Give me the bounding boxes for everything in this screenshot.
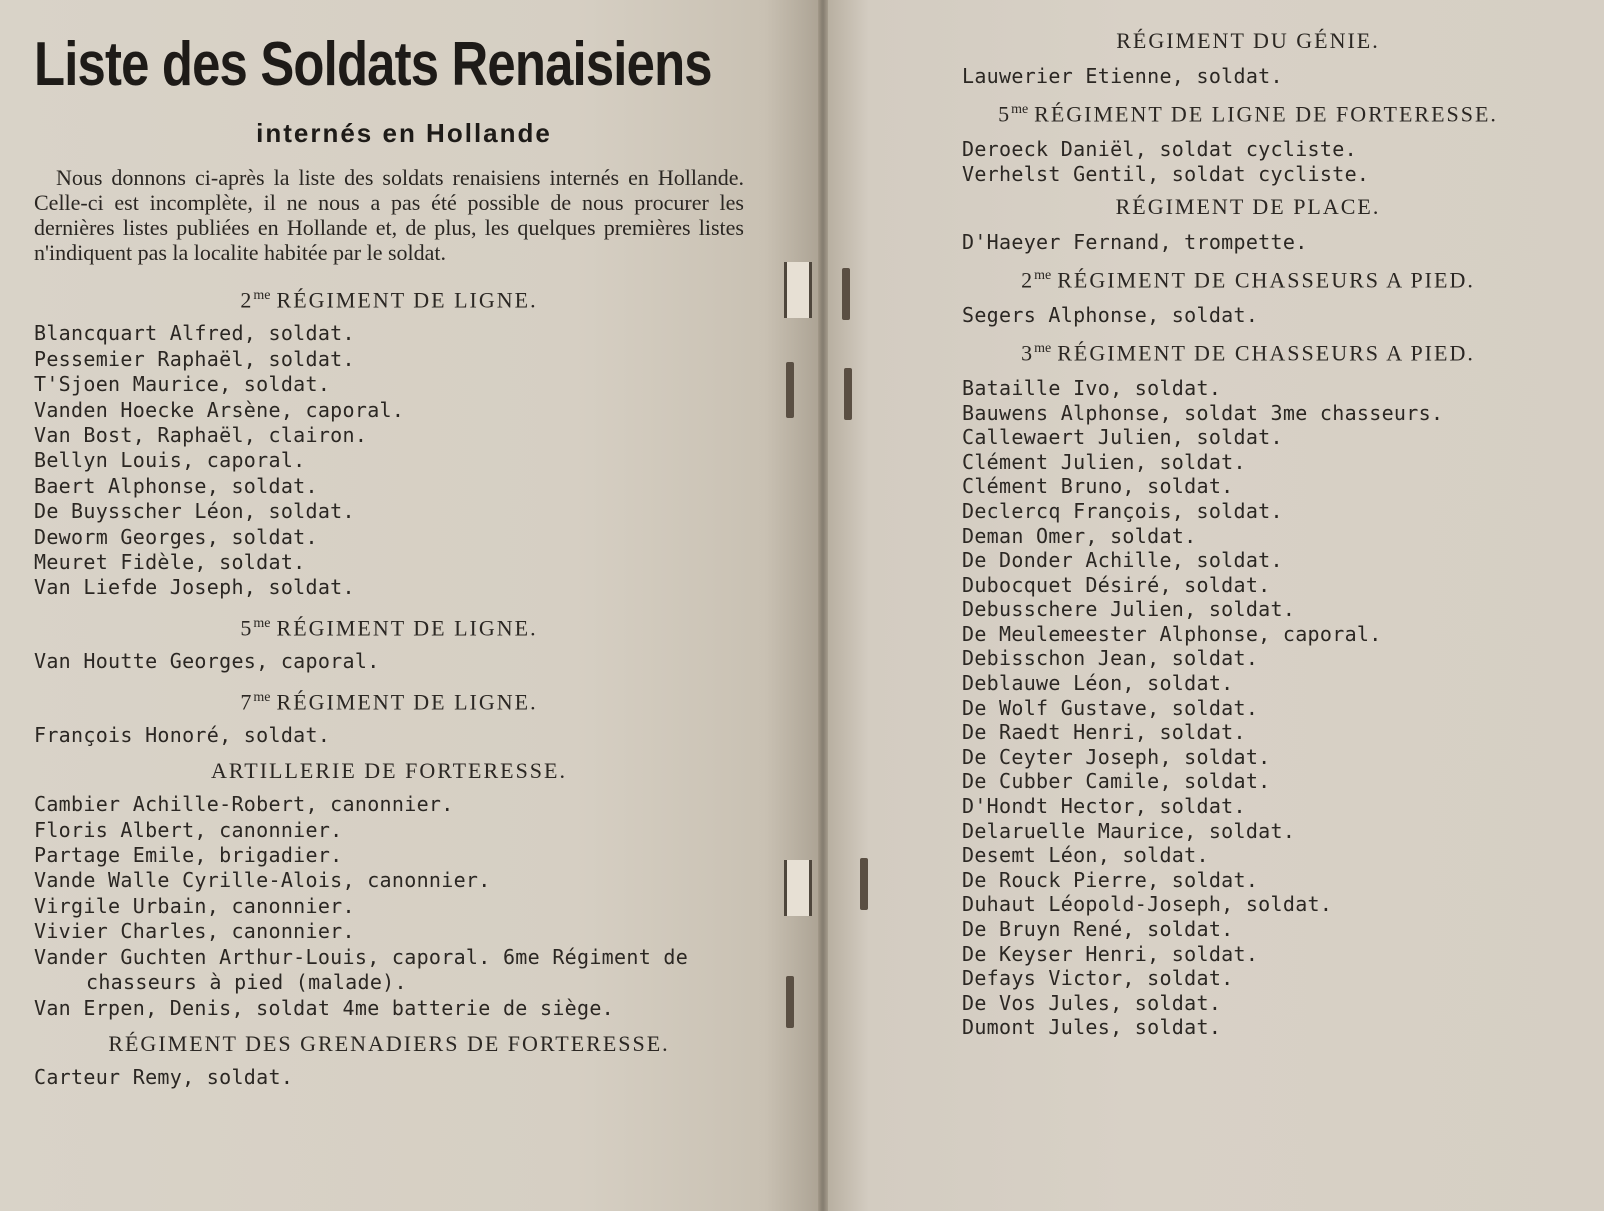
soldier-entry: Deblauwe Léon, soldat. bbox=[962, 671, 1234, 696]
soldier-entry: De Ceyter Joseph, soldat. bbox=[962, 744, 1271, 769]
soldier-entry: De Donder Achille, soldat. bbox=[962, 548, 1283, 573]
right-sections bbox=[962, 28, 1594, 1040]
soldier-entry: Bataille Ivo, soldat. bbox=[962, 375, 1222, 400]
soldier-entry: Vivier Charles, canonnier. bbox=[34, 919, 355, 944]
soldier-entry: Lauwerier Etienne, soldat. bbox=[962, 64, 1283, 88]
regiment-ordinal-suffix: me bbox=[253, 689, 271, 705]
regiment-heading-text: RÉGIMENT DE LIGNE. bbox=[276, 287, 538, 313]
soldier-entry: Van Houtte Georges, caporal. bbox=[34, 649, 380, 674]
soldier-entry: De Meulemeester Alphonse, caporal. bbox=[962, 621, 1382, 646]
soldier-entry: Carteur Remy, soldat. bbox=[34, 1064, 294, 1089]
regiment-ordinal-suffix: me bbox=[1034, 340, 1052, 356]
regiment-section bbox=[34, 283, 744, 601]
regiment-section bbox=[34, 1031, 744, 1090]
regiment-heading bbox=[902, 97, 1594, 127]
regiment-heading bbox=[902, 263, 1594, 293]
regiment-heading-text: RÉGIMENT DE LIGNE. bbox=[276, 615, 538, 641]
soldier-entry: Debisschon Jean, soldat. bbox=[962, 646, 1259, 671]
staple-mark bbox=[786, 362, 794, 418]
soldier-entry: Van Liefde Joseph, soldat. bbox=[34, 575, 355, 600]
regiment-ordinal-suffix: me bbox=[1034, 267, 1052, 283]
soldier-entry: Clément Julien, soldat. bbox=[962, 449, 1246, 474]
regiment-ordinal-suffix: me bbox=[253, 615, 271, 631]
regiment-section bbox=[34, 685, 744, 749]
soldier-list bbox=[34, 1065, 744, 1090]
soldier-entry: Bauwens Alphonse, soldat 3me chasseurs. bbox=[962, 400, 1444, 425]
regiment-ordinal: 5 bbox=[998, 100, 1012, 126]
page-title: Liste des Soldats Renaisiens bbox=[34, 30, 712, 99]
soldier-entry: Dumont Jules, soldat. bbox=[962, 1015, 1222, 1040]
soldier-entry: Bellyn Louis, caporal. bbox=[34, 448, 306, 473]
soldier-entry: D'Hondt Hector, soldat. bbox=[962, 794, 1246, 819]
regiment-heading-text: RÉGIMENT DES GRENADIERS DE FORTERESSE. bbox=[108, 1030, 670, 1056]
regiment-heading bbox=[34, 611, 744, 641]
regiment-ordinal: 2 bbox=[1021, 267, 1035, 293]
soldier-entry: De Bruyn René, soldat. bbox=[962, 917, 1234, 942]
regiment-heading-text: RÉGIMENT DE PLACE. bbox=[1115, 194, 1381, 220]
regiment-ordinal: 7 bbox=[240, 688, 254, 714]
regiment-heading-text: RÉGIMENT DE LIGNE DE FORTERESSE. bbox=[1034, 100, 1498, 126]
soldier-entry: Partage Emile, brigadier. bbox=[34, 843, 343, 868]
soldier-entry: De Keyser Henri, soldat. bbox=[962, 941, 1259, 966]
regiment-section bbox=[34, 611, 744, 675]
regiment-section bbox=[962, 28, 1594, 89]
regiment-heading-text: RÉGIMENT DE CHASSEURS A PIED. bbox=[1057, 339, 1475, 365]
left-sections bbox=[34, 283, 744, 1090]
regiment-heading bbox=[34, 758, 744, 784]
soldier-entry: Meuret Fidèle, soldat. bbox=[34, 549, 306, 574]
soldier-entry: Vander Guchten Arthur-Louis, caporal. 6me Régiment de chasseurs à pied (malade). bbox=[34, 944, 689, 995]
soldier-entry: Floris Albert, canonnier. bbox=[34, 817, 343, 842]
soldier-entry: D'Haeyer Fernand, trompette. bbox=[962, 230, 1308, 255]
regiment-heading-text: RÉGIMENT DE LIGNE. bbox=[276, 688, 538, 714]
regiment-section bbox=[34, 758, 744, 1021]
regiment-ordinal: 3 bbox=[1021, 339, 1035, 365]
soldier-list bbox=[962, 137, 1594, 186]
soldier-entry: Van Bost, Raphaël, clairon. bbox=[34, 422, 368, 447]
soldier-entry: Defays Victor, soldat. bbox=[962, 966, 1234, 991]
soldier-list bbox=[962, 64, 1594, 89]
soldier-entry: T'Sjoen Maurice, soldat. bbox=[34, 372, 331, 397]
soldier-list bbox=[34, 649, 744, 674]
soldier-list bbox=[962, 376, 1594, 1040]
soldier-entry: De Rouck Pierre, soldat. bbox=[962, 867, 1259, 892]
regiment-ordinal: 2 bbox=[240, 287, 254, 313]
soldier-entry: Deworm Georges, soldat. bbox=[34, 524, 318, 549]
regiment-heading-text: ARTILLERIE DE FORTERESSE. bbox=[211, 758, 567, 784]
staple-mark bbox=[842, 268, 850, 320]
right-page bbox=[822, 0, 1604, 1211]
regiment-heading-text: RÉGIMENT DU GÉNIE. bbox=[1116, 28, 1380, 53]
regiment-heading bbox=[34, 1031, 744, 1057]
staple-mark bbox=[786, 976, 794, 1028]
soldier-list bbox=[962, 230, 1594, 255]
regiment-heading bbox=[902, 28, 1594, 54]
regiment-section bbox=[962, 336, 1594, 1040]
soldier-entry: Deman Omer, soldat. bbox=[962, 523, 1197, 548]
soldier-list bbox=[962, 303, 1594, 328]
soldier-entry: De Vos Jules, soldat. bbox=[962, 990, 1222, 1015]
soldier-entry: Van Erpen, Denis, soldat 4me batterie de siège. bbox=[34, 995, 615, 1020]
soldier-entry: Declercq François, soldat. bbox=[962, 498, 1283, 523]
soldier-entry: Callewaert Julien, soldat. bbox=[962, 425, 1283, 450]
soldier-entry: Clément Bruno, soldat. bbox=[962, 474, 1234, 499]
soldier-entry: Deroeck Daniël, soldat cycliste. bbox=[962, 136, 1357, 161]
regiment-heading bbox=[902, 336, 1594, 366]
soldier-entry: Virgile Urbain, canonnier. bbox=[34, 893, 355, 918]
regiment-heading-text: RÉGIMENT DE CHASSEURS A PIED. bbox=[1057, 267, 1475, 293]
soldier-entry: Vanden Hoecke Arsène, caporal. bbox=[34, 397, 405, 422]
staple-mark bbox=[860, 858, 868, 910]
regiment-ordinal: 5 bbox=[240, 615, 254, 641]
regiment-ordinal-suffix: me bbox=[253, 288, 271, 303]
staple-hole bbox=[784, 262, 812, 318]
regiment-heading bbox=[902, 194, 1594, 220]
soldier-entry: Pessemier Raphaël, soldat. bbox=[34, 346, 355, 371]
soldier-entry: Verhelst Gentil, soldat cycliste. bbox=[962, 161, 1370, 186]
soldier-entry: François Honoré, soldat. bbox=[34, 722, 331, 747]
regiment-heading bbox=[34, 283, 744, 313]
soldier-entry: De Raedt Henri, soldat. bbox=[962, 720, 1246, 745]
soldier-entry: Cambier Achille-Robert, canonnier. bbox=[34, 792, 454, 817]
staple-hole bbox=[784, 860, 812, 916]
regiment-section bbox=[962, 194, 1594, 255]
soldier-entry: Blancquart Alfred, soldat. bbox=[34, 321, 355, 346]
intro-paragraph: Nous donnons ci-après la liste des soldats renaisiens internés en Hollande. Celle-ci est incomplète, il ne nous a pas été possible de nous procurer les dernières listes publiées en Hollande et, de plus, les quelques premières listes n'indiquent pas la localite habitée par le soldat. bbox=[34, 165, 744, 265]
soldier-entry: Desemt Léon, soldat. bbox=[962, 843, 1209, 868]
soldier-list bbox=[34, 723, 744, 748]
soldier-entry: De Cubber Camile, soldat. bbox=[962, 769, 1271, 794]
regiment-ordinal-suffix: me bbox=[1011, 101, 1029, 117]
soldier-entry: Delaruelle Maurice, soldat. bbox=[962, 818, 1296, 843]
soldier-list bbox=[34, 792, 744, 1021]
soldier-entry: Segers Alphonse, soldat. bbox=[962, 303, 1259, 328]
soldier-entry: Duhaut Léopold-Joseph, soldat. bbox=[962, 892, 1333, 917]
regiment-heading bbox=[34, 685, 744, 715]
soldier-entry: De Wolf Gustave, soldat. bbox=[962, 695, 1259, 720]
regiment-section bbox=[962, 97, 1594, 187]
soldier-entry: Vande Walle Cyrille-Alois, canonnier. bbox=[34, 868, 491, 893]
regiment-section bbox=[962, 263, 1594, 328]
soldier-entry: De Buysscher Léon, soldat. bbox=[34, 499, 355, 524]
soldier-list bbox=[34, 321, 744, 600]
page-subtitle: internés en Hollande bbox=[256, 118, 552, 148]
soldier-entry: Debusschere Julien, soldat. bbox=[962, 597, 1296, 622]
binding-spine bbox=[818, 0, 828, 1211]
soldier-entry: Dubocquet Désiré, soldat. bbox=[962, 572, 1271, 597]
soldier-entry: Baert Alphonse, soldat. bbox=[34, 473, 318, 498]
staple-mark bbox=[844, 368, 852, 420]
